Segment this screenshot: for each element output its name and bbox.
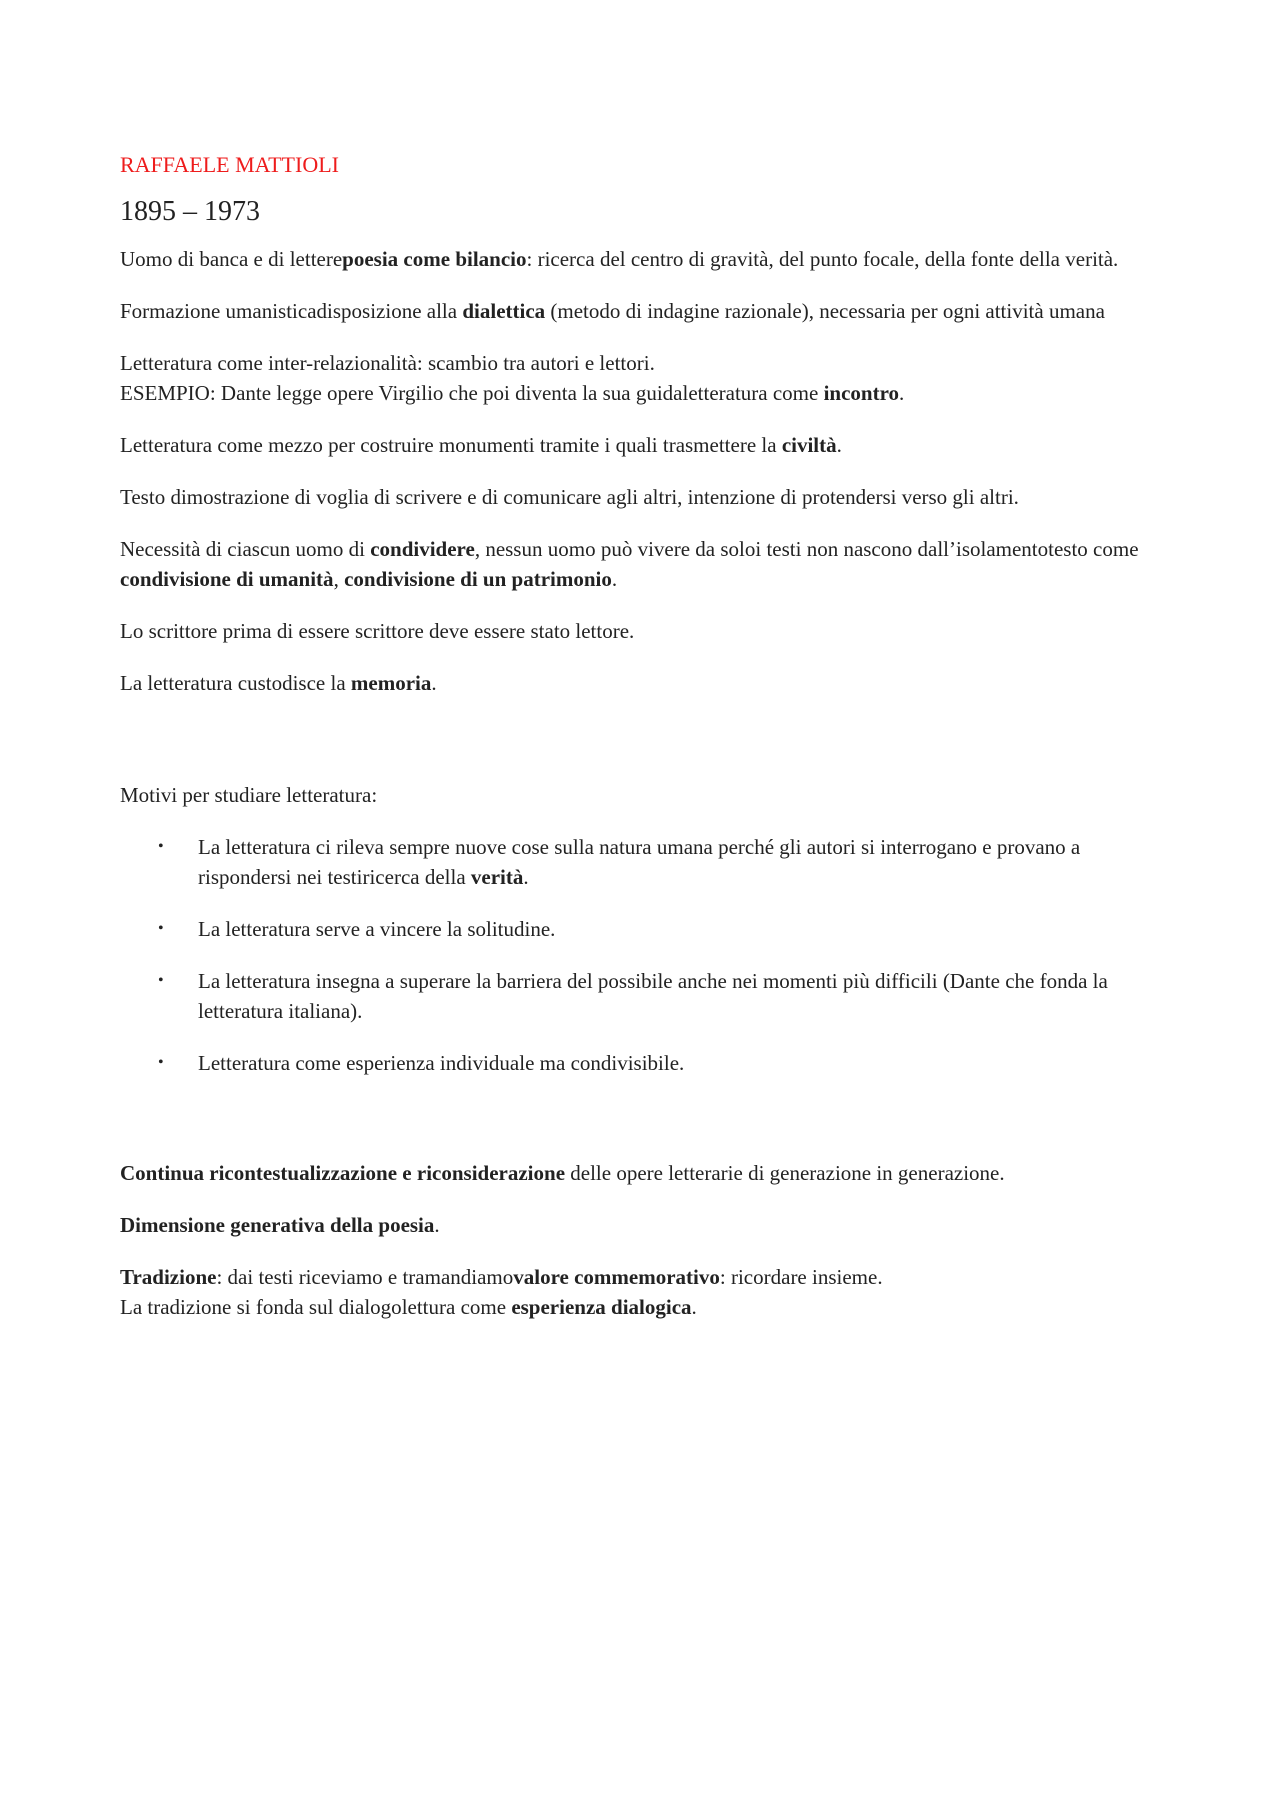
paragraph-tradizione: [120, 1262, 1160, 1322]
text-span: : dai testi riceviamo e tramandiamo: [216, 1265, 514, 1289]
bullet-icon: •: [158, 920, 164, 937]
text-span: delle opere letterarie di generazione in generazione.: [565, 1161, 1005, 1185]
bold-text: verità: [470, 865, 524, 889]
paragraph-scrittore: Lo scrittore prima di essere scrittore deve essere stato lettore.: [120, 619, 635, 643]
text-span: : ricerca del centro di gravità, del punto focale, della fonte della verità.: [526, 247, 1119, 271]
bold-text: poesia come bilancio: [342, 247, 527, 271]
text-span: .: [611, 567, 618, 591]
motivi-heading: Motivi per studiare letteratura:: [120, 783, 378, 807]
bold-text: condivisione di umanità: [120, 567, 334, 591]
text-span: testo come: [1048, 537, 1139, 561]
text-span: ,: [333, 567, 345, 591]
text-span: .: [431, 671, 437, 695]
paragraph-condividere: [120, 534, 1160, 594]
bold-text: Dimensione generativa della poesia: [120, 1213, 435, 1237]
paragraph-testo: Testo dimostrazione di voglia di scrivere e di comunicare agli altri, intenzione di protendersi verso gli altri.: [120, 485, 1019, 509]
text-span: Necessità di ciascun uomo di: [120, 537, 371, 561]
document-title: RAFFAELE MATTIOLI: [120, 152, 339, 177]
document-body: [120, 150, 1160, 1344]
text-span: Letteratura come mezzo per costruire monumenti tramite i quali trasmettere la: [120, 433, 782, 457]
paragraph-dimensione-generativa: [120, 1210, 1160, 1240]
bold-text: Continua ricontestualizzazione e riconsiderazione: [120, 1161, 566, 1185]
list-item: [120, 1048, 1160, 1078]
bullet-icon: •: [158, 972, 164, 989]
text-span: .: [836, 433, 842, 457]
text-span: ESEMPIO: Dante legge opere Virgilio che poi diventa la sua guida: [120, 381, 683, 405]
text-span: letteratura come: [682, 381, 824, 405]
text-span: .: [899, 381, 905, 405]
text-span: lettura come: [401, 1295, 512, 1319]
text-span: (metodo di indagine razionale), necessaria per ogni attività umana: [545, 299, 1105, 323]
motivi-list: [120, 832, 1160, 1078]
text-span: disposizione alla: [316, 299, 463, 323]
bold-text: memoria: [350, 671, 432, 695]
paragraph-inter-relazionalita: [120, 348, 1160, 408]
bold-text: valore commemorativo: [513, 1265, 720, 1289]
bullet-icon: •: [158, 1054, 164, 1071]
paragraph-monumenti: [120, 430, 1160, 460]
spacer: [120, 1100, 1160, 1158]
text-span: Letteratura come esperienza individuale ma condivisibile.: [198, 1051, 685, 1075]
text-span: : ricordare insieme.: [719, 1265, 883, 1289]
bold-text: dialettica: [462, 299, 546, 323]
life-dates: 1895 – 1973: [120, 196, 260, 227]
list-item: [120, 832, 1160, 892]
paragraph-uomo-di-banca: [120, 244, 1160, 274]
list-item: [120, 966, 1160, 1026]
text-span: ricerca della: [362, 865, 471, 889]
paragraph-ricontestualizzazione: [120, 1158, 1160, 1188]
text-span: .: [691, 1295, 697, 1319]
bold-text: incontro: [823, 381, 900, 405]
text-span: i testi non nascono dall’isolamento: [755, 537, 1049, 561]
text-span: , nessun uomo può vivere da solo: [474, 537, 756, 561]
bullet-icon: •: [158, 838, 164, 855]
text-span: Uomo di banca e di lettere: [120, 247, 343, 271]
paragraph-memoria: [120, 668, 1160, 698]
text-span: .: [523, 865, 529, 889]
bold-text: condivisione di un patrimonio: [344, 567, 612, 591]
list-item: [120, 914, 1160, 944]
text-span: La letteratura ci rileva sempre nuove cose sulla natura umana perché gli autori si interrogano e provano a rispondersi nei testi: [198, 835, 1081, 889]
text-span: La tradizione si fonda sul dialogo: [120, 1295, 402, 1319]
text-span: La letteratura custodisce la: [120, 671, 351, 695]
text-span: La letteratura serve a vincere la solitudine.: [198, 917, 556, 941]
bold-text: condividere: [370, 537, 475, 561]
bold-text: esperienza dialogica: [511, 1295, 692, 1319]
text-span: La letteratura insegna a superare la barriera del possibile anche nei momenti più difficili (Dante che fonda la letteratura italiana).: [198, 969, 1108, 1023]
paragraph-formazione: [120, 296, 1160, 326]
text-span: Formazione umanistica: [120, 299, 317, 323]
text-span: .: [434, 1213, 440, 1237]
bold-text: Tradizione: [120, 1265, 217, 1289]
text-span: Letteratura come inter-relazionalità: scambio tra autori e lettori.: [120, 351, 655, 375]
spacer: [120, 720, 1160, 780]
bold-text: civiltà: [781, 433, 837, 457]
